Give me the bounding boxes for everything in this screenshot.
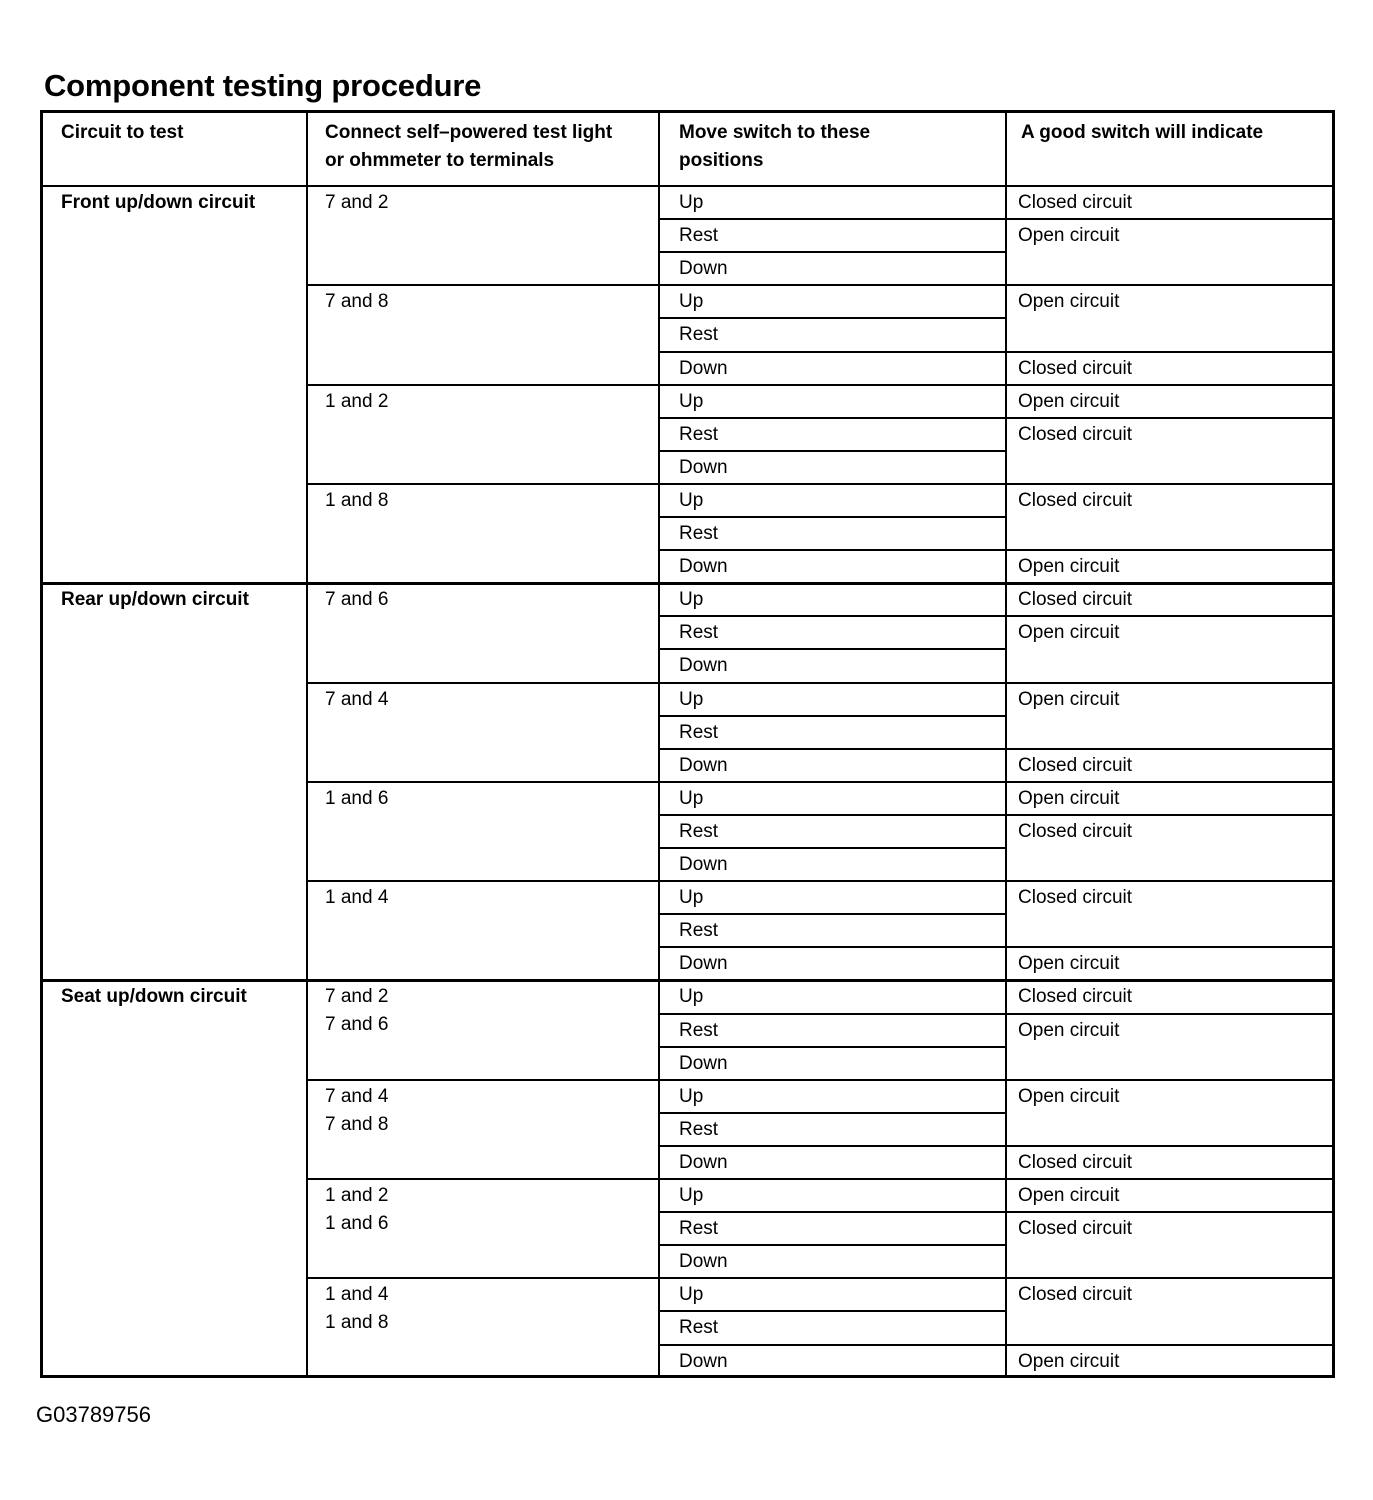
position-row-divider [659,1046,1006,1048]
result-indication: Closed circuit [1018,489,1133,511]
position-row-divider [659,317,1006,319]
result-indication: Closed circuit [1018,1284,1133,1306]
header-positions-line2: positions [679,150,764,171]
switch-position: Up [679,688,704,710]
position-row-divider [659,913,1006,915]
terminal-pair: 1 and 6 [325,787,389,809]
position-row-divider [659,648,1006,650]
position-row-divider [659,1310,1006,1312]
header-terminals-line1: Connect self–powered test light [325,122,613,143]
switch-position: Rest [679,721,719,743]
circuit-name: Rear up/down circuit [61,589,249,611]
position-row-divider [659,351,1006,353]
switch-position: Up [679,887,704,909]
terminal-pair: 7 and 6 [325,1014,389,1036]
group-divider [307,1277,1332,1279]
switch-position: Rest [679,1019,719,1041]
result-indication: Open circuit [1018,1019,1120,1041]
switch-position: Up [679,192,704,213]
switch-position: Down [679,258,728,280]
result-indication: Open circuit [1018,787,1120,809]
terminal-pair: 1 and 4 [325,887,389,909]
position-row-divider [659,417,1006,419]
group-divider [307,1178,1332,1180]
result-divider [1006,1013,1332,1015]
switch-position: Up [679,589,704,611]
position-row-divider [659,450,1006,452]
result-indication: Open circuit [1018,291,1120,313]
switch-position: Rest [679,225,719,247]
result-indication: Closed circuit [1018,589,1133,611]
terminal-pair: 1 and 6 [325,1213,389,1234]
position-row-divider [659,516,1006,518]
result-indication: Open circuit [1018,1350,1120,1372]
result-divider [1006,748,1332,750]
terminal-pair: 1 and 8 [325,489,389,511]
switch-position: Down [679,655,728,677]
terminal-pair: 7 and 2 [325,986,389,1008]
circuit-name: Seat up/down circuit [61,986,247,1008]
switch-position: Rest [679,523,719,544]
switch-position: Up [679,1284,704,1306]
position-row-divider [659,1211,1006,1213]
position-row-divider [659,715,1006,717]
position-row-divider [659,814,1006,816]
position-row-divider [659,218,1006,220]
result-divider [1006,1344,1332,1346]
position-row-divider [659,251,1006,253]
terminal-pair: 1 and 2 [325,390,389,412]
result-divider [1006,1211,1332,1213]
result-divider [1006,417,1332,419]
switch-position: Up [679,489,704,511]
switch-position: Rest [679,324,719,346]
terminal-pair: 7 and 6 [325,589,389,611]
position-row-divider [659,1344,1006,1346]
switch-position: Rest [679,820,719,842]
result-divider [1006,946,1332,948]
result-divider [1006,1145,1332,1147]
column-divider [306,113,308,1375]
group-divider [307,1079,1332,1081]
column-divider [1005,113,1007,1375]
switch-position: Down [679,556,728,578]
component-testing-table [40,110,1335,1378]
result-indication: Closed circuit [1018,1218,1133,1240]
position-row-divider [659,946,1006,948]
result-indication: Closed circuit [1018,423,1133,445]
result-indication: Closed circuit [1018,754,1133,776]
result-indication: Closed circuit [1018,986,1133,1008]
header-indicate: A good switch will indicate [1021,122,1264,143]
result-divider [1006,218,1332,220]
result-divider [1006,615,1332,617]
position-row-divider [659,1145,1006,1147]
result-indication: Closed circuit [1018,887,1133,909]
switch-position: Rest [679,622,719,644]
terminal-pair: 7 and 4 [325,688,389,710]
group-divider [307,880,1332,882]
terminal-pair: 1 and 2 [325,1185,389,1206]
position-row-divider [659,1112,1006,1114]
result-indication: Open circuit [1018,622,1120,644]
header-divider [43,185,1332,187]
group-divider [307,682,1332,684]
switch-position: Up [679,390,704,412]
switch-position: Up [679,1085,704,1107]
result-indication: Closed circuit [1018,820,1133,842]
group-divider [307,781,1332,783]
switch-position: Up [679,787,704,809]
switch-position: Rest [679,423,719,445]
header-terminals-line2: or ohmmeter to terminals [325,150,555,171]
result-divider [1006,814,1332,816]
terminal-pair: 7 and 2 [325,192,389,213]
switch-position: Down [679,953,728,975]
switch-position: Rest [679,1118,719,1140]
switch-position: Down [679,1052,728,1074]
group-divider [307,483,1332,485]
position-row-divider [659,1244,1006,1246]
switch-position: Up [679,1185,704,1206]
switch-position: Down [679,1151,728,1173]
position-row-divider [659,549,1006,551]
switch-position: Up [679,986,704,1008]
result-indication: Open circuit [1018,390,1120,412]
position-row-divider [659,748,1006,750]
result-indication: Closed circuit [1018,357,1133,379]
result-divider [1006,549,1332,551]
header-positions-line1: Move switch to these [679,122,871,143]
switch-position: Rest [679,1218,719,1240]
switch-position: Rest [679,920,719,942]
header-circuit: Circuit to test [61,122,184,143]
column-divider [658,113,660,1375]
section-divider [43,979,1332,982]
switch-position: Down [679,456,728,478]
position-row-divider [659,615,1006,617]
circuit-name: Front up/down circuit [61,192,256,213]
group-divider [307,284,1332,286]
result-divider [1006,351,1332,353]
result-indication: Open circuit [1018,225,1120,247]
position-row-divider [659,847,1006,849]
result-indication: Closed circuit [1018,192,1133,213]
terminal-pair: 7 and 8 [325,291,389,313]
terminal-pair: 7 and 4 [325,1085,389,1107]
terminal-pair: 1 and 4 [325,1284,389,1306]
switch-position: Down [679,357,728,379]
switch-position: Down [679,1350,728,1372]
group-divider [307,384,1332,386]
page-title: Component testing procedure [44,68,482,103]
switch-position: Up [679,291,704,313]
switch-position: Down [679,754,728,776]
switch-position: Rest [679,1317,719,1339]
result-indication: Open circuit [1018,1185,1120,1206]
section-divider [43,582,1332,585]
result-indication: Open circuit [1018,556,1120,578]
result-indication: Closed circuit [1018,1151,1133,1173]
switch-position: Down [679,1251,728,1273]
terminal-pair: 1 and 8 [325,1312,389,1334]
switch-position: Down [679,854,728,875]
result-indication: Open circuit [1018,688,1120,710]
figure-id: G03789756 [36,1402,151,1427]
result-indication: Open circuit [1018,953,1120,975]
terminal-pair: 7 and 8 [325,1113,389,1135]
position-row-divider [659,1013,1006,1015]
result-indication: Open circuit [1018,1085,1120,1107]
